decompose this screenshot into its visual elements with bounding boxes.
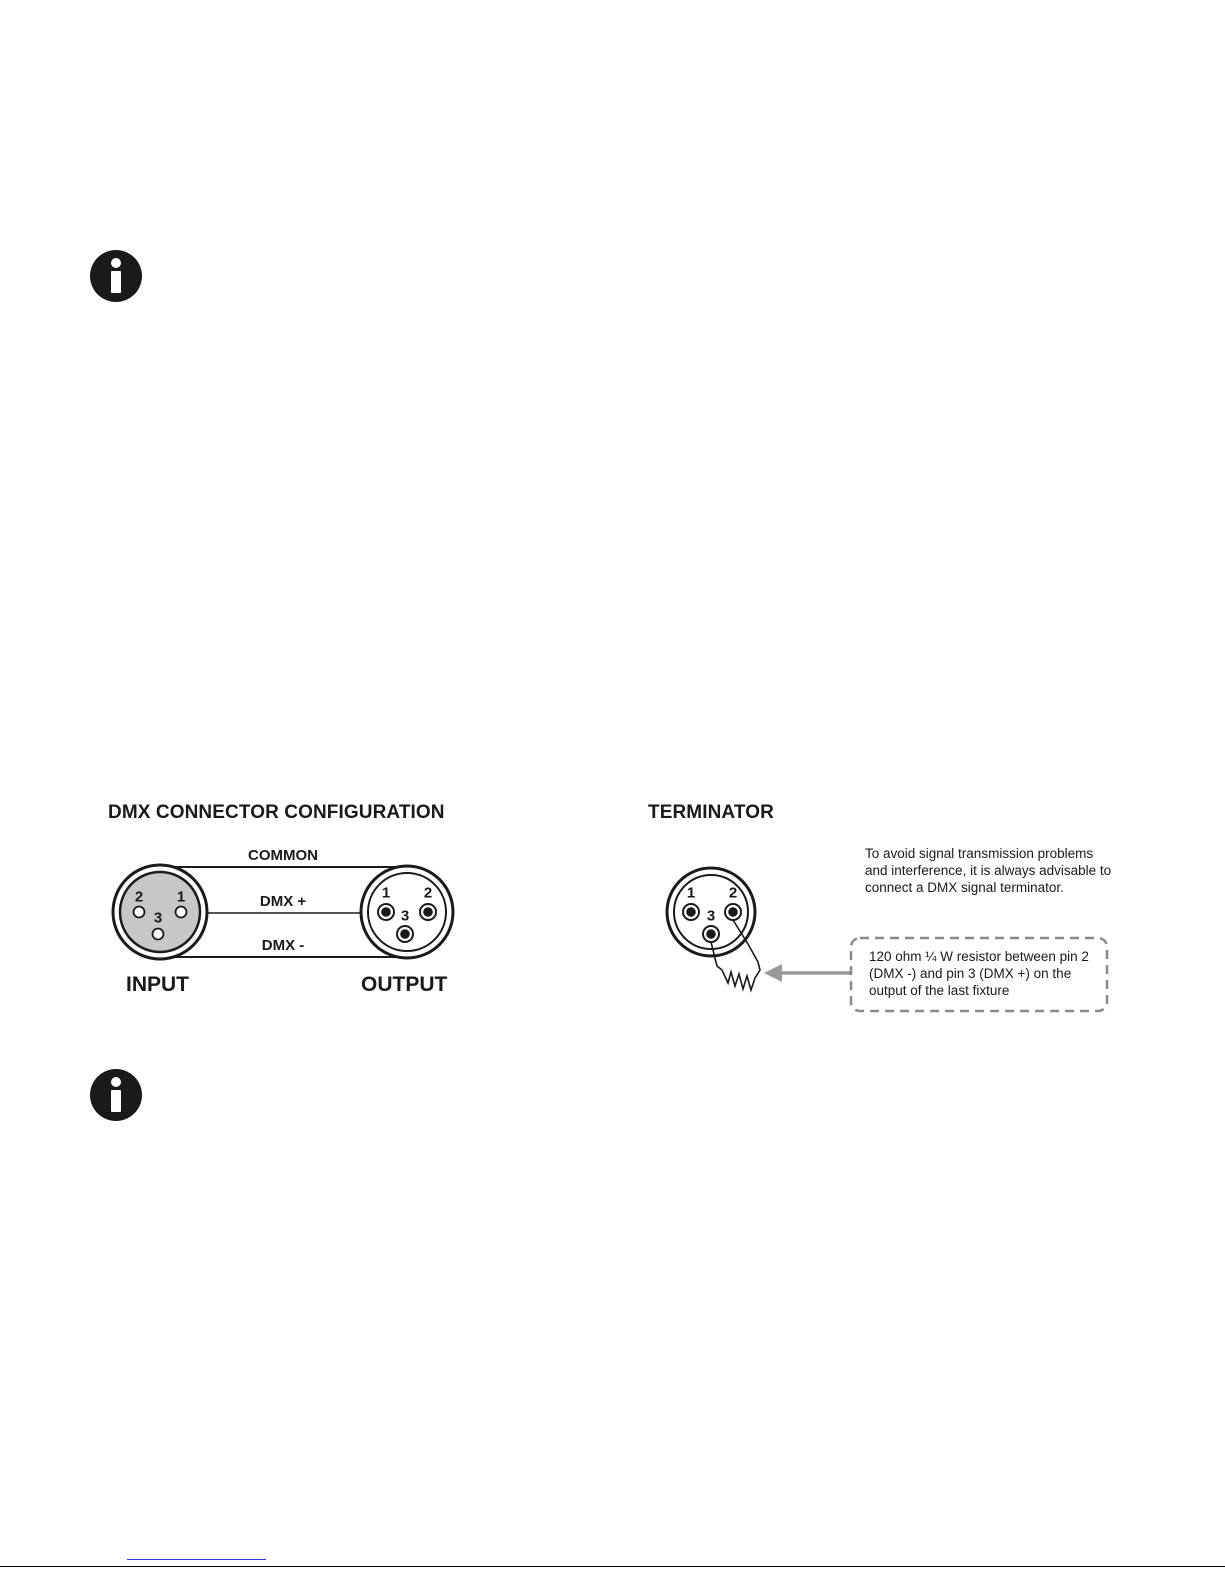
footer-rule	[0, 1566, 1225, 1567]
input-pin-3	[153, 929, 164, 940]
terminator-title: TERMINATOR	[648, 802, 774, 823]
input-pin-2-label: 2	[134, 888, 144, 906]
output-pin-2-label: 2	[423, 884, 433, 902]
output-label: OUTPUT	[361, 973, 448, 996]
footnote-separator	[127, 1559, 266, 1560]
dmx-minus-label: DMX -	[261, 937, 305, 954]
dmx-connector-configuration-title: DMX CONNECTOR CONFIGURATION	[108, 802, 445, 823]
terminator-pin-2-label: 2	[728, 884, 738, 902]
input-pin-1-label: 1	[176, 888, 186, 906]
input-pin-2	[134, 907, 145, 918]
terminator-pin-1-label: 1	[686, 884, 696, 902]
input-pin-1	[176, 907, 187, 918]
terminator-pin-3-label: 3	[706, 907, 716, 925]
common-label: COMMON	[248, 847, 318, 864]
input-label: INPUT	[126, 973, 189, 996]
output-pin-1-label: 1	[381, 884, 391, 902]
dmx-plus-label: DMX +	[259, 893, 307, 910]
arrow-icon	[764, 964, 850, 982]
input-pin-3-label: 3	[153, 909, 163, 927]
resistor-note: 120 ohm ¼ W resistor between pin 2 (DMX -) and pin 3 (DMX +) on the output of the last fixture	[869, 949, 1089, 998]
terminator-note: To avoid signal transmission problems and interference, it is always advisable to connect a DMX signal terminator.	[865, 846, 1112, 895]
output-pin-3-label: 3	[400, 907, 410, 925]
